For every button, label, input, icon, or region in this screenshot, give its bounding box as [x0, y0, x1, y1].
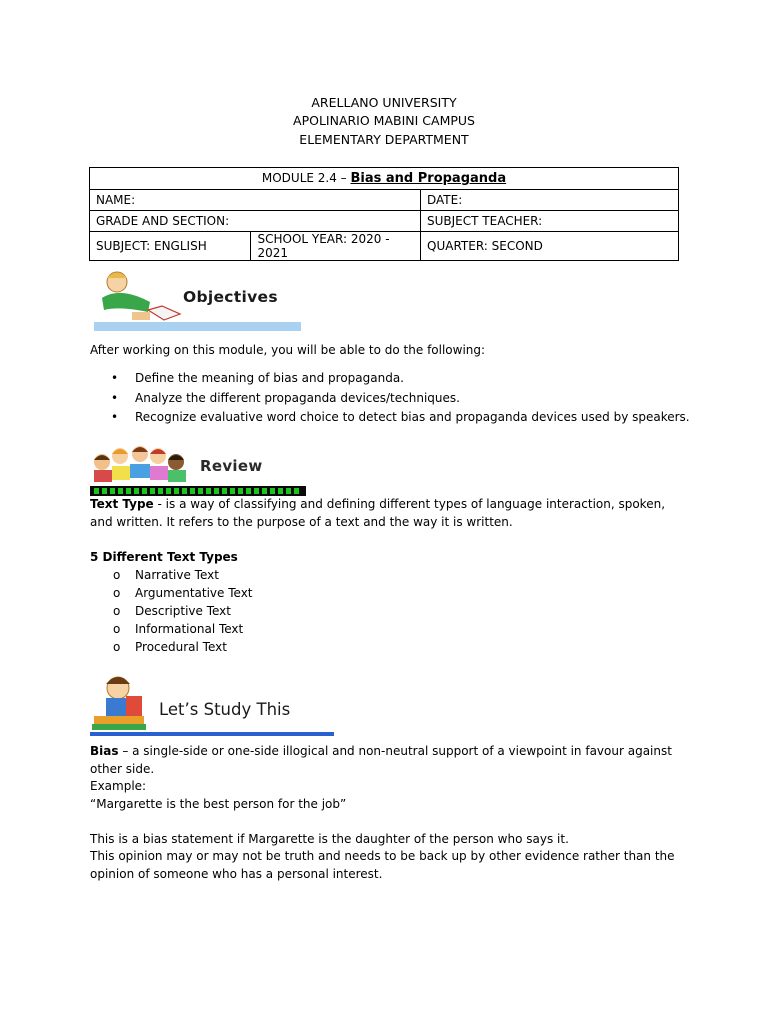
text-types-heading: 5 Different Text Types: [90, 550, 238, 564]
circle-bullet-icon: o: [113, 640, 121, 654]
objective-text: Recognize evaluative word choice to detect bias and propaganda devices used by speakers.: [135, 410, 690, 424]
objectives-banner: [90, 268, 302, 334]
review-banner: [90, 440, 306, 496]
example-label: Example:: [90, 779, 147, 793]
text-type-term: Text Type: [90, 497, 154, 511]
bullet-icon: •: [111, 410, 119, 424]
text-type-item: Argumentative Text: [135, 586, 253, 600]
review-banner-label: Review: [200, 457, 263, 475]
list-item: [90, 584, 253, 602]
circle-bullet-icon: o: [113, 586, 121, 600]
text-type-definition: [90, 496, 680, 531]
bullet-icon: •: [111, 371, 119, 385]
example-quote: “Margarette is the best person for the job”: [90, 797, 347, 811]
text-type-item: Procedural Text: [135, 640, 227, 654]
bias-term: Bias: [90, 744, 119, 758]
module-info-table: [89, 167, 679, 261]
module-title-cell: [90, 168, 679, 190]
department-name: ELEMENTARY DEPARTMENT: [299, 132, 469, 147]
subject-field: SUBJECT: ENGLISH: [90, 232, 251, 261]
subject-teacher-field: SUBJECT TEACHER:: [421, 211, 679, 232]
study-banner: [90, 670, 334, 740]
bullet-icon: •: [111, 390, 119, 405]
bias-explanation-2: This opinion may or may not be truth and needs to be back up by other evidence rather than the opinion of someone who has a personal interest.: [90, 849, 675, 881]
date-field: DATE:: [421, 190, 679, 211]
list-item: [90, 620, 253, 638]
grade-section-field: GRADE AND SECTION:: [90, 211, 421, 232]
module-title: Bias and Propaganda: [350, 171, 507, 186]
list-item: [90, 638, 253, 656]
quarter-field: QUARTER: SECOND: [421, 232, 679, 261]
text-type-item: Informational Text: [135, 622, 244, 636]
list-item: [90, 389, 690, 409]
list-item: [90, 408, 690, 428]
university-name: ARELLANO UNIVERSITY: [311, 95, 457, 110]
bias-explanation-1: This is a bias statement if Margarette is the daughter of the person who says it.: [90, 832, 569, 846]
list-item: [90, 566, 253, 584]
module-number: MODULE 2.4 –: [261, 171, 351, 185]
study-banner-label: Let’s Study This: [159, 700, 291, 719]
circle-bullet-icon: o: [113, 622, 121, 636]
objectives-intro: After working on this module, you will be able to do the following:: [90, 343, 486, 357]
text-type-item: Descriptive Text: [135, 604, 231, 618]
circle-bullet-icon: o: [113, 604, 121, 618]
objective-text: Define the meaning of bias and propaganda.: [135, 371, 404, 385]
campus-name: APOLINARIO MABINI CAMPUS: [293, 113, 475, 128]
children-reading-illustration: [90, 440, 306, 496]
list-item: [90, 602, 253, 620]
objective-text: Analyze the different propaganda devices/techniques.: [135, 390, 460, 405]
objectives-banner-label: Objectives: [183, 288, 278, 306]
text-type-description: - is a way of classifying and defining different types of language interaction, spoken, and written. It refers to the purpose of a text and the way it is written.: [90, 497, 666, 529]
text-type-item: Narrative Text: [135, 568, 219, 582]
bias-description: – a single-side or one-side illogical and non-neutral support of a viewpoint in favour against other side.: [90, 744, 672, 776]
school-year-field: SCHOOL YEAR: 2020 - 2021: [251, 232, 421, 261]
objectives-list: [90, 369, 690, 428]
bias-definition: [90, 743, 680, 778]
circle-bullet-icon: o: [113, 568, 121, 582]
text-types-list: [90, 566, 253, 656]
list-item: [90, 369, 690, 389]
name-field: NAME:: [90, 190, 421, 211]
